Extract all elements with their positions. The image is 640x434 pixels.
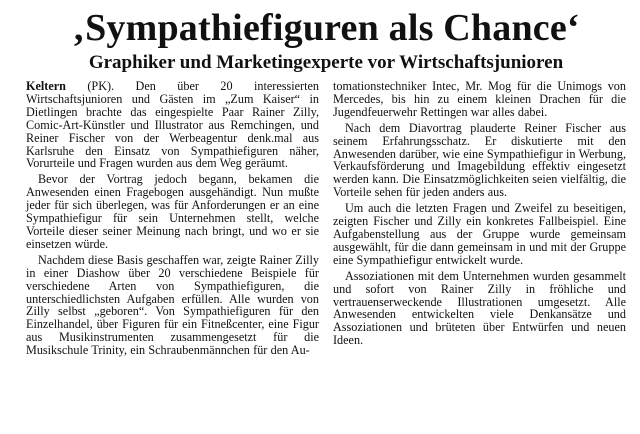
left-column bbox=[26, 80, 319, 360]
newspaper-article bbox=[0, 8, 640, 434]
subheadline: Graphiker und Marketingexperte vor Wirtschaftsjunioren bbox=[88, 52, 564, 73]
paragraph: Um auch die letzten Fragen und Zweifel zu beseitigen, zeigten Fischer und Zilly ein konkretes Fallbeispiel. Eine Aufgabenstellung aus der Gruppe wurde gemeinsam ausgewählt, für die dann gemeinsam in und mit der Gruppe eine Sympathiefigur entwickelt wurde. bbox=[333, 201, 626, 267]
paragraph bbox=[26, 80, 319, 170]
dateline-place: Keltern bbox=[26, 79, 66, 93]
headline: ‚Sympathiefiguren als Chance‘ bbox=[72, 7, 580, 49]
paragraph: tomationstechniker Intec, Mr. Mog für die Unimogs von Mercedes, bis hin zu einem kleinen Drachen für die Jugendfeuerwehr Rettingen war alles dabei. bbox=[333, 79, 626, 119]
right-column bbox=[333, 80, 626, 360]
paragraph-text: (PK). Den über 20 interessierten Wirtschaftsjunioren und Gästen im „Zum Kaiser“ in Dietlingen brachte das eingespielte Paar Rainer Zilly, Comic-Art-Künstler und Illustrator aus Remchingen, und Reiner Fischer von der Werbeagentur denk.mal aus Karlsruhe den Einsatz von Sympathiefiguren näher, Vorurteile und Fragen wurden aus dem Weg geräumt. bbox=[26, 79, 319, 171]
paragraph: Bevor der Vortrag jedoch begann, bekamen die Anwesenden einen Fragebogen ausgehändigt. Nun mußte jeder für sich überlegen, was für Anforderungen er an eine Sympathiefigur für sein Unternehmen stellt, welche Vorteile dieser seiner Meinung nach bringt, und wo er sie einsetzen würde. bbox=[26, 172, 319, 251]
paragraph: Nachdem diese Basis geschaffen war, zeigte Rainer Zilly in einer Diashow über 20 verschiedene Beispiele für verschiedene Arten von Sympathiefiguren, die unterschiedlichsten Aufgaben erfüllen. Alle wurden von Zilly selbst „geboren“. Von Sympathiefiguren für den Einzelhandel, über Figuren für ein Fitneßcenter, eine Figur aus Musikinstrumenten zusammengesetzt für die Musikschule Trinity, ein Schraubenmännchen für den Au- bbox=[26, 252, 319, 358]
article-body bbox=[26, 80, 626, 360]
paragraph: Nach dem Diavortrag plauderte Reiner Fischer aus seinem Erfahrungsschatz. Er diskutierte mit den Anwesenden darüber, wie eine Sympathiefigur in Werbung, Verkaufsförderung und Imagebildung effektiv eingesetzt werden kann. Die Einsatzmöglichkeiten seien vielfältig, die Vorteile sehen für jeden anders aus. bbox=[333, 120, 626, 200]
paragraph: Assoziationen mit dem Unternehmen wurden gesammelt und sofort von Rainer Zilly in fröhliche und vertrauenserweckende Illustrationen umgesetzt. Alle Anwesenden entwickelten viele Denkansätze und Assoziationen und brüteten über Entwürfen und neuen Ideen. bbox=[333, 268, 626, 348]
